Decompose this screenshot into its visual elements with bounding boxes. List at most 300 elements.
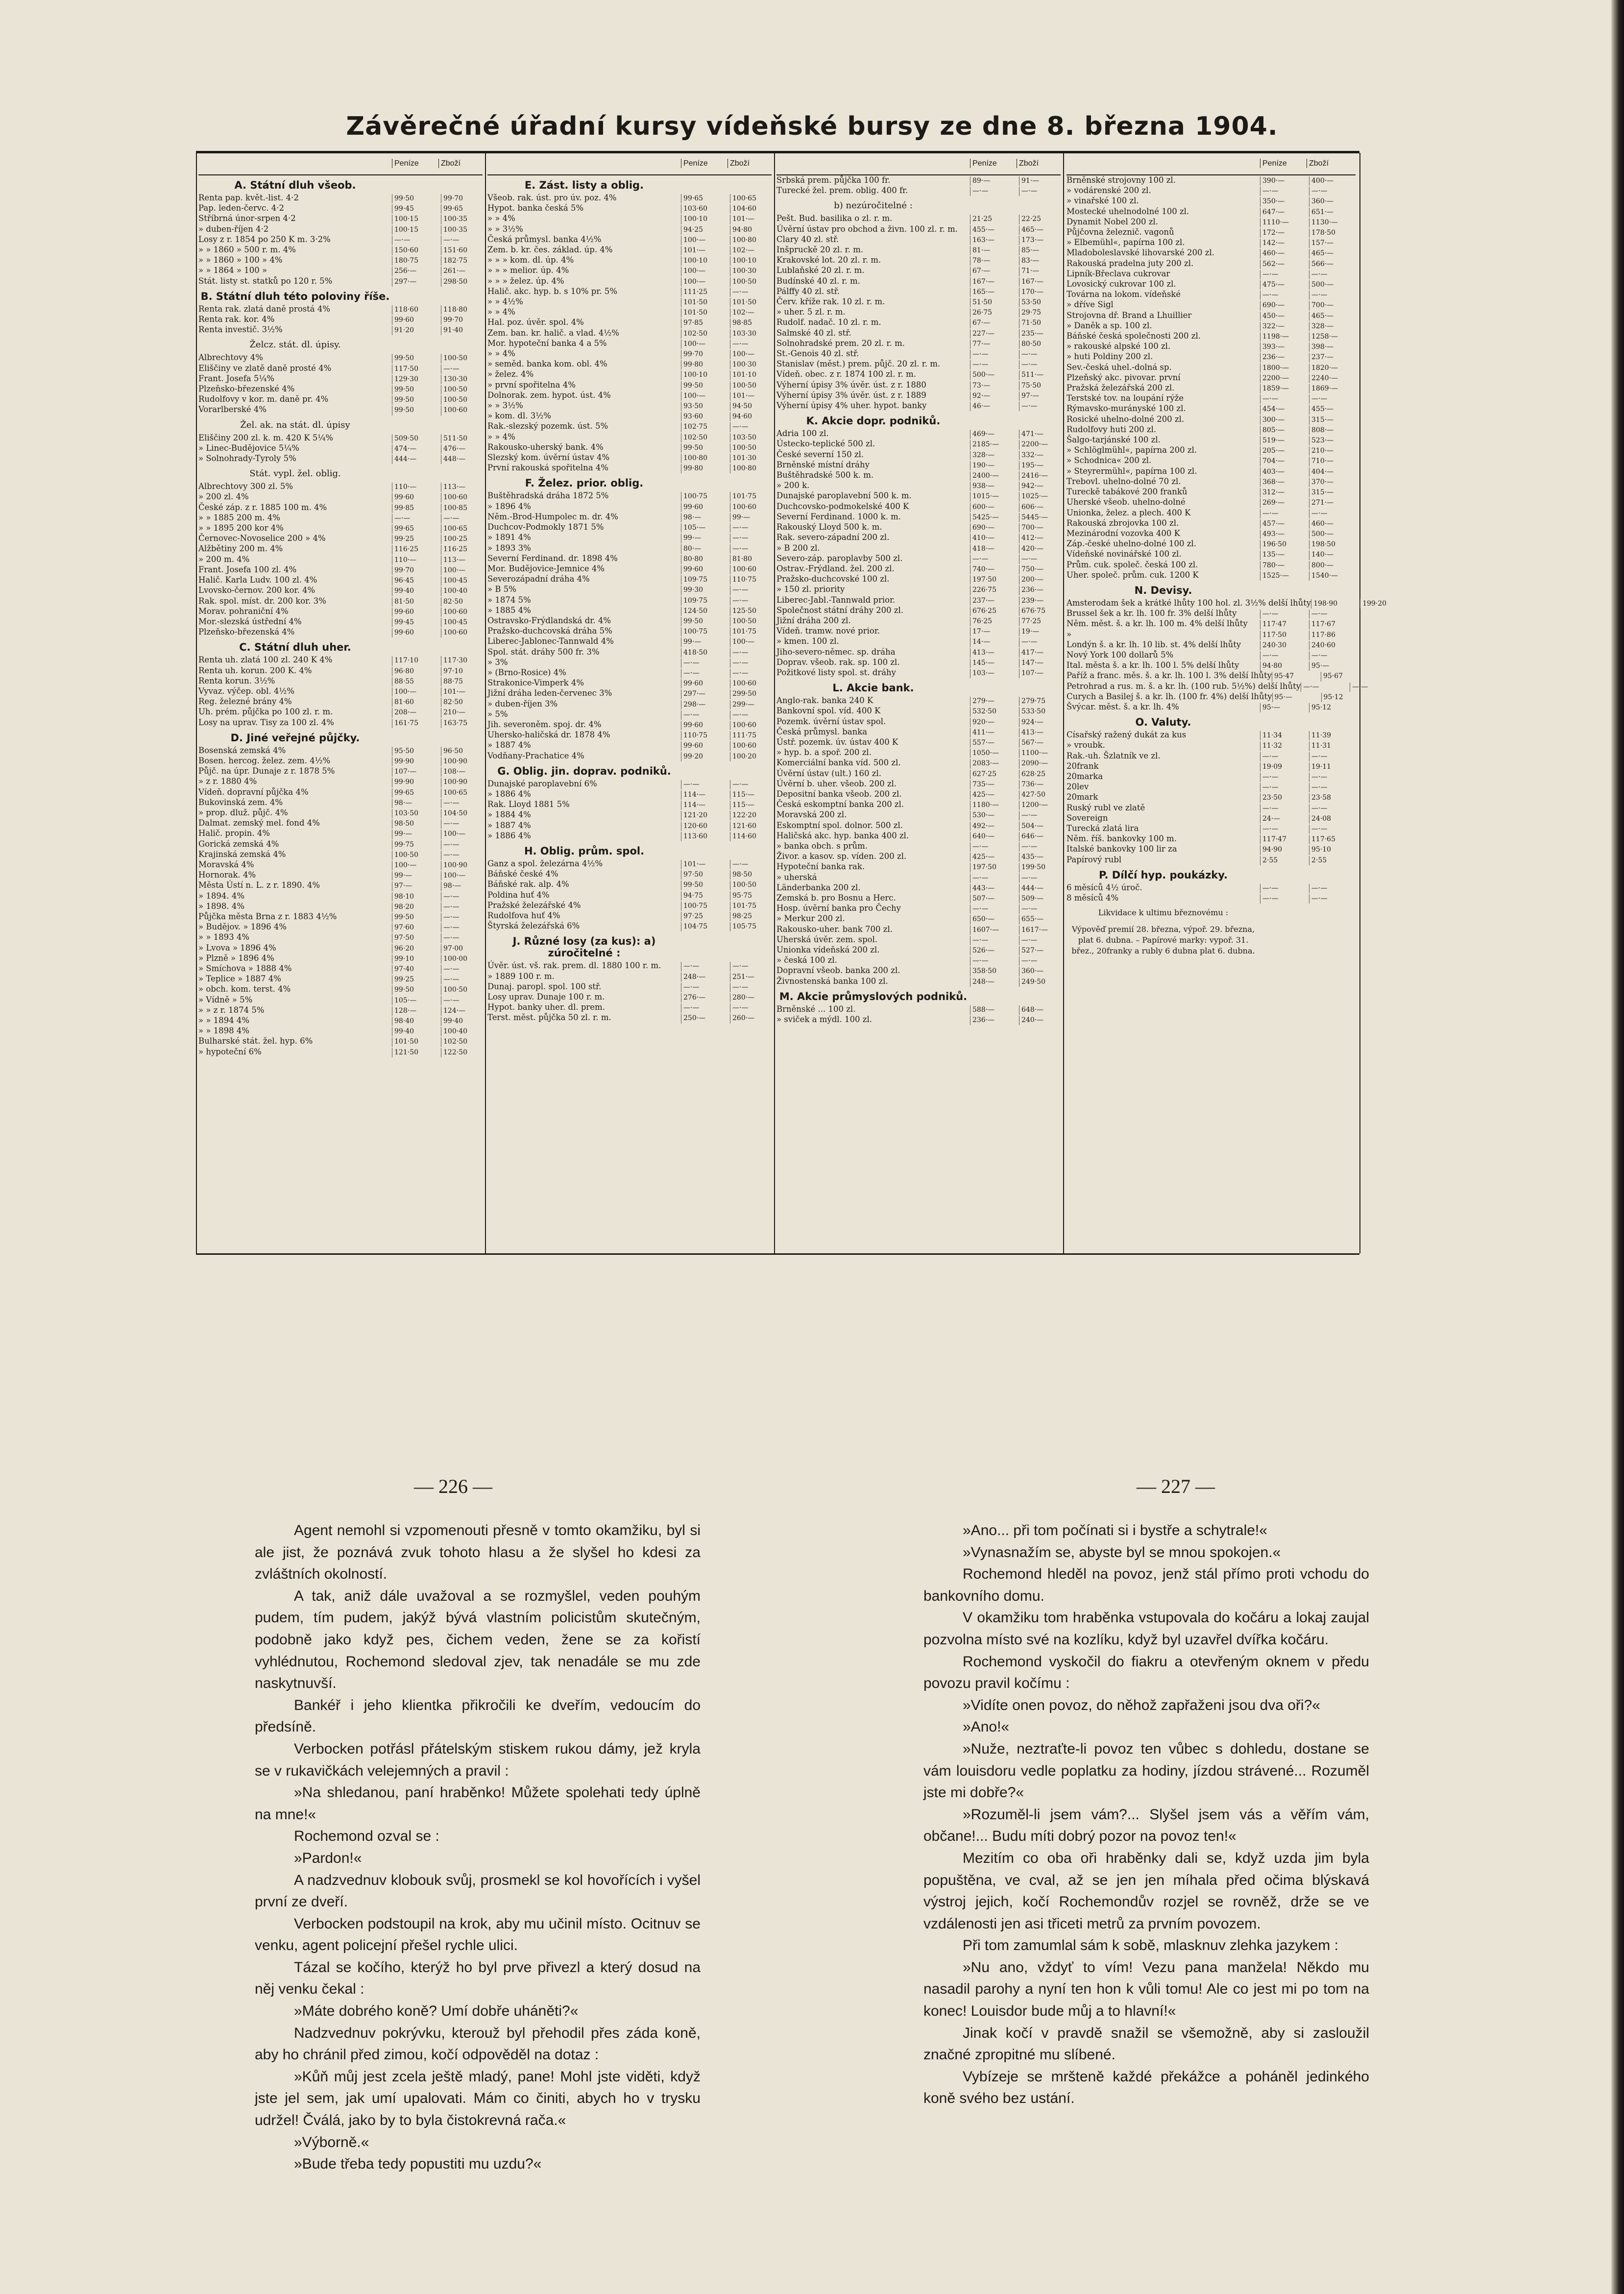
security-name: Stát. listy st. statků po 120 r. 5%	[198, 276, 333, 286]
money-price: 145·—	[970, 659, 1019, 668]
goods-price: —·—	[1309, 651, 1351, 660]
goods-price: 210·—	[1309, 446, 1351, 456]
price-row	[198, 374, 483, 384]
security-name: » » 1893 4%	[198, 932, 250, 942]
security-name: » z r. 1880 4%	[198, 777, 257, 786]
security-name: Dunajské paroplavební 6%	[487, 779, 597, 788]
security-name: » Daněk a sp. 100 zl.	[1067, 320, 1152, 330]
security-name: Vídeň. tramw. nové prior.	[776, 626, 880, 636]
goods-price: 500·—	[1309, 280, 1351, 290]
price-row	[198, 276, 483, 287]
column-divider	[774, 153, 775, 1253]
security-name: Ruský rubl ve zlatě	[1067, 803, 1145, 812]
security-name: Liberec-Jablonec-Tannwald 4%	[487, 636, 614, 646]
money-price: 469·—	[970, 430, 1019, 439]
money-price: 98·40	[392, 1017, 441, 1026]
goods-price: 511·50	[441, 434, 483, 443]
story-paragraph: A tak, aniž dále uvažoval a se rozmyšlel, veden pouhým pudem, tím pudem, jakýž bývá vlastním policistům skutečným, podobně jako když pes, čichem veden, žene se za kořistí vyhlédnutou, Rochemond sledoval zjev, tak nenadále se mu zde naskytnuvší.	[255, 1587, 701, 1692]
money-header: Peníze	[1260, 159, 1287, 168]
money-price: 100·—	[681, 277, 730, 287]
price-row	[776, 276, 1061, 287]
security-name: Trebovl. uhelno-dolné 70 zl.	[1067, 476, 1181, 486]
goods-price: 98·—	[441, 881, 483, 891]
security-name: 8 měsíců 4%	[1067, 893, 1119, 903]
goods-price: —·—	[441, 892, 483, 902]
price-row	[776, 758, 1061, 768]
price-row	[198, 193, 483, 203]
security-name: Duchcov-Podmokly 1871 5%	[487, 522, 604, 532]
story-paragraph: »Ano... při tom počínati si i bystře a schytrale!«	[963, 1522, 1267, 1538]
price-row	[776, 380, 1061, 390]
security-name: Uh. prém. půjčka po 100 zl. r. m.	[198, 707, 333, 717]
price-row	[1067, 259, 1356, 269]
price-row	[1067, 383, 1356, 393]
security-name: » 1887 4%	[487, 820, 531, 830]
price-row	[198, 565, 483, 575]
price-row	[776, 266, 1061, 276]
price-column-1	[198, 156, 483, 1252]
goods-header: Zboží	[1307, 159, 1329, 168]
price-row	[487, 564, 772, 574]
security-name: Rakousko-uherský bank. 4%	[487, 442, 604, 452]
goods-price: —·—	[441, 903, 483, 912]
security-name: 20frank	[1067, 761, 1099, 771]
money-price: 101·50	[681, 308, 730, 317]
money-price: —·—	[970, 187, 1019, 196]
price-row	[198, 224, 483, 235]
price-row	[776, 307, 1061, 317]
security-name: » » 1894 4%	[198, 1016, 250, 1025]
money-price: —·—	[970, 956, 1019, 966]
money-price: 95·—	[1260, 703, 1309, 712]
security-name: Lvovsko-černov. 200 kor. 4%	[198, 586, 315, 595]
price-row	[1067, 549, 1356, 560]
goods-price: 566·—	[1309, 260, 1351, 269]
section-heading: M. Akcie průmyslových podniků.	[779, 990, 968, 1002]
security-name: Sovereign	[1067, 813, 1108, 823]
security-name: Jižní dráha leden-červenec 3%	[487, 688, 612, 698]
goods-price: —·—	[1309, 270, 1351, 279]
goods-price: 465·—	[1309, 312, 1351, 321]
goods-price: 104·50	[441, 809, 483, 818]
goods-price: 94·50	[730, 402, 772, 411]
price-row	[487, 606, 772, 616]
security-name: Hypoteční banka rak.	[776, 862, 865, 872]
money-price: 100·80	[681, 454, 730, 463]
money-price: 99·65	[392, 524, 441, 534]
goods-price: 710·—	[1309, 457, 1351, 466]
security-name: Úvěrní ústav (ult.) 160 zl.	[776, 768, 882, 778]
money-price: —·—	[1260, 783, 1309, 792]
price-row	[776, 369, 1061, 380]
price-row	[198, 394, 483, 405]
security-name: Dalmat. zemský mel. fond 4%	[198, 818, 320, 828]
money-price: —·—	[681, 962, 730, 971]
money-price: 93·60	[681, 412, 730, 421]
story-paragraph: »Na shledanou, paní hraběnko! Můžete spolehati tedy úplně na mne!«	[255, 1784, 701, 1823]
goods-price: —·—	[730, 596, 772, 606]
goods-price: 100·65	[730, 194, 772, 203]
security-name: Pozemk. úvěrní ústav spol.	[776, 716, 886, 726]
security-name: Halič. Karla Ludv. 100 zl. 4%	[198, 575, 317, 585]
security-name: » dříve Sigl	[1067, 300, 1114, 310]
price-row	[1067, 331, 1356, 342]
security-name: Mladoboleslavské lihovarské 200 zl.	[1067, 248, 1215, 258]
goods-header: Zboží	[438, 159, 461, 168]
security-name: Sev.-česká uhel.-dolná sp.	[1067, 362, 1172, 372]
security-name: » Teplice » 1887 4%	[198, 974, 281, 984]
goods-price: 124·—	[441, 1006, 483, 1016]
money-price: 121·50	[392, 1048, 441, 1057]
price-row	[487, 203, 772, 214]
goods-price: 110·75	[730, 575, 772, 585]
goods-price: 96·50	[441, 747, 483, 756]
price-row	[1067, 217, 1356, 227]
goods-price: 98·50	[730, 870, 772, 879]
price-row	[198, 534, 483, 544]
security-name: Brněnské ... 100 zl.	[776, 1004, 856, 1014]
price-row	[198, 777, 483, 787]
security-name: Paříž a franc. měs. š. a kr. lh. 100 l. 3% delší lhůty	[1067, 671, 1272, 681]
goods-price: 82·50	[441, 698, 483, 707]
goods-price: 75·50	[1019, 381, 1061, 390]
price-row	[1067, 824, 1356, 834]
security-name: » Schlöglmühl«, papírna 200 zl.	[1067, 445, 1197, 455]
money-price: 690·—	[1260, 301, 1309, 310]
story-paragraph: »Bude třeba tedy popustiti mu uzdu?«	[294, 2156, 542, 2172]
goods-price: 444·—	[1019, 884, 1061, 893]
security-name: » hyp. b. a spoř. 200 zl.	[776, 748, 872, 757]
price-row	[1067, 598, 1387, 609]
goods-price: 100·10	[730, 256, 772, 266]
money-price: 368·—	[1260, 478, 1309, 487]
price-row	[487, 512, 772, 522]
price-row	[1067, 844, 1356, 854]
money-price: 96·45	[392, 576, 441, 586]
money-price: 276·—	[681, 993, 730, 1002]
price-row	[1067, 508, 1356, 518]
price-row	[487, 317, 772, 328]
money-price: 99·75	[392, 840, 441, 850]
price-row	[776, 401, 1061, 411]
price-row	[776, 450, 1061, 460]
money-price: 208·—	[392, 708, 441, 717]
money-price: 97·40	[392, 965, 441, 974]
section-heading: K. Akcie dopr. podniků.	[806, 415, 941, 427]
goods-price: 83·—	[1019, 256, 1061, 266]
money-price: 116·25	[392, 545, 441, 554]
goods-price: —·—	[730, 340, 772, 349]
goods-price: 98·25	[730, 912, 772, 921]
goods-price: 11·39	[1309, 731, 1351, 740]
goods-price: —·—	[1019, 402, 1061, 411]
price-row	[776, 390, 1061, 401]
security-name: Dynamit Nobel 200 zl.	[1067, 217, 1158, 226]
goods-price: 417·—	[1019, 648, 1061, 658]
goods-price: 1130·—	[1309, 218, 1351, 227]
money-price: 99·—	[392, 830, 441, 839]
security-name: » » 1895 200 kor 4%	[198, 523, 284, 533]
price-row	[776, 717, 1061, 727]
security-name: Clary 40 zl. stř.	[776, 234, 839, 244]
money-price: —·—	[1260, 187, 1309, 196]
security-name: Moravská 200 zl.	[776, 810, 847, 820]
goods-price: 103·50	[730, 433, 772, 442]
price-row	[198, 756, 483, 766]
security-name: Amsterodam šek a krátké lhůty 100 hol. zl. 3½% delší lhůty	[1067, 598, 1311, 608]
goods-price: —·—	[730, 659, 772, 668]
money-price: 95·47	[1272, 672, 1321, 681]
goods-price: 249·50	[1019, 977, 1061, 987]
security-name: Bankovní spol. víd. 400 K	[776, 706, 881, 716]
money-price: 474·—	[392, 444, 441, 454]
goods-price: 115·—	[730, 790, 772, 800]
money-price: 298·—	[681, 700, 730, 709]
goods-price: 23·58	[1309, 793, 1351, 803]
security-name: » Budějov. » 1896 4%	[198, 922, 287, 932]
goods-price: 1258·—	[1309, 332, 1351, 342]
security-name: Nový York 100 dollarů 5%	[1067, 650, 1174, 659]
money-price: 1198·—	[1260, 332, 1309, 342]
price-row	[198, 850, 483, 860]
price-row	[776, 883, 1061, 893]
goods-header: Zboží	[727, 159, 750, 168]
price-row	[487, 390, 772, 401]
money-header: Peníze	[970, 159, 997, 168]
money-price: 102·50	[681, 329, 730, 339]
price-row	[1067, 311, 1356, 321]
goods-price: 113·—	[441, 483, 483, 492]
money-price: 19·09	[1260, 762, 1309, 772]
security-name: Rak.-slezský pozemk. úst. 5%	[487, 421, 608, 431]
money-price: 99·50	[681, 617, 730, 626]
money-price: 740·—	[970, 565, 1019, 574]
goods-price: —·—	[1019, 904, 1061, 914]
goods-price: 315·—	[1309, 488, 1351, 497]
price-row	[487, 982, 772, 992]
money-price: 99·10	[392, 954, 441, 964]
security-name: 20marka	[1067, 771, 1103, 781]
goods-price: 100·40	[441, 1027, 483, 1036]
price-row	[198, 443, 483, 454]
security-name: »	[1067, 629, 1072, 639]
price-row	[1067, 660, 1356, 671]
security-name: Lublaňské 20 zl. r. m.	[776, 266, 865, 275]
goods-price: 100·60	[441, 628, 483, 637]
price-row	[198, 503, 483, 513]
security-name: Jižní dráha 200 zl.	[776, 615, 851, 625]
security-name: Ústř. pozemk. úv. ústav 400 K	[776, 737, 898, 747]
goods-price: 100·—	[441, 871, 483, 880]
story-paragraph: Agent nemohl si vzpomenouti přesně v tomto okamžiku, byl si ale jist, že poznává zvuk tohoto hlasu a že slyšel ho kdesi za zvláštních okolností.	[255, 1522, 701, 1583]
money-price: 358·50	[970, 967, 1019, 976]
column-header	[776, 156, 1061, 175]
security-name: » 1884 4%	[487, 810, 531, 820]
security-name: » » 4%	[487, 214, 515, 223]
security-name: Hosp. úvěrní banka pro Čechy	[776, 903, 901, 913]
money-price: 99·50	[681, 443, 730, 453]
money-price: 2185·—	[970, 440, 1019, 449]
price-row	[198, 266, 483, 276]
security-name: Buštěhradské 500 k. m.	[776, 470, 874, 480]
goods-price: —·—	[730, 1003, 772, 1013]
security-name: » Solnohrady-Tyroly 5%	[198, 454, 296, 464]
price-row	[198, 523, 483, 534]
security-name: Uherská úvěr. zem. spol.	[776, 934, 878, 944]
goods-price: —·—	[1019, 956, 1061, 966]
security-name: » 1896 4%	[487, 501, 531, 511]
security-name: Unionka vídeňská 200 zl.	[776, 945, 880, 955]
price-row	[198, 860, 483, 870]
money-price: 99·60	[392, 628, 441, 637]
price-row	[487, 453, 772, 463]
story-paragraph: Verbocken podstoupil na krok, aby mu učinil místo. Ocitnuv se venku, agent policejní přešel rychle ulici.	[255, 1915, 701, 1954]
money-price: 100·15	[392, 215, 441, 224]
goods-price: 101·75	[730, 627, 772, 636]
security-name: Inšpruckě 20 zl. r. m.	[776, 245, 864, 255]
price-row	[776, 955, 1061, 966]
price-row	[1067, 681, 1368, 692]
price-row	[198, 870, 483, 880]
security-name: Černovec-Novoselice 200 » 4%	[198, 534, 326, 543]
goods-price: 655·—	[1019, 915, 1061, 924]
column-divider	[1359, 153, 1360, 1253]
security-name: Vyvaz. výčep. obl. 4½%	[198, 686, 295, 696]
security-name: Báňské české 4%	[487, 869, 558, 879]
money-price: 640·—	[970, 832, 1019, 841]
price-row	[198, 482, 483, 492]
goods-price: 97·—	[1019, 391, 1061, 401]
goods-price: 101·—	[730, 391, 772, 401]
page-number-left: — 226 —	[414, 1475, 492, 1497]
security-name: Plzeňský akc. pivovar. první	[1067, 372, 1181, 382]
price-row	[198, 839, 483, 850]
money-price: 121·20	[681, 811, 730, 820]
money-price: 11·32	[1260, 741, 1309, 751]
money-price: 557·—	[970, 738, 1019, 748]
security-name: Česká eskomptní banka 200 zl.	[776, 800, 904, 809]
money-price: 97·85	[681, 318, 730, 328]
price-row	[1067, 619, 1356, 629]
goods-price: 100·—	[441, 830, 483, 839]
security-name: » Linec-Budějovice 5¼%	[198, 443, 299, 453]
goods-price: 22·25	[1019, 215, 1061, 224]
money-price: 161·75	[392, 719, 441, 728]
goods-price: 800·—	[1309, 561, 1351, 570]
price-row	[776, 245, 1061, 255]
goods-price: 199·50	[1019, 863, 1061, 872]
goods-price: —·—	[1350, 683, 1391, 692]
price-row	[487, 522, 772, 533]
price-row	[487, 699, 772, 709]
money-price: 105·—	[681, 523, 730, 533]
security-name: » » » melior. úp. 4%	[487, 266, 569, 275]
money-price: 96·20	[392, 944, 441, 953]
money-price: —·—	[970, 904, 1019, 914]
price-row	[487, 491, 772, 501]
price-row	[487, 730, 772, 740]
goods-price: 239·—	[1019, 596, 1061, 606]
money-price: 390·—	[1260, 176, 1309, 186]
goods-price: 360·—	[1309, 197, 1351, 206]
price-row	[1067, 342, 1356, 352]
price-row	[1067, 529, 1356, 539]
goods-price: 100·90	[441, 757, 483, 766]
goods-price: 527·—	[1019, 946, 1061, 955]
money-price: 588·—	[970, 1005, 1019, 1015]
security-name: Moravská 4%	[198, 859, 254, 869]
price-row	[487, 369, 772, 380]
goods-price: 398·—	[1309, 342, 1351, 352]
security-name: St.-Genois 40 zl. stř.	[776, 349, 859, 359]
goods-price: 100·30	[730, 360, 772, 369]
price-row	[487, 401, 772, 411]
money-price: 99·60	[681, 503, 730, 512]
story-paragraph: Vybízeje se mršteně každé překážce a poháněl jedinkého koně svého bez ustání.	[923, 2068, 1369, 2107]
money-price: 99·45	[392, 204, 441, 214]
money-price: 2·55	[1260, 856, 1309, 865]
story-paragraph: »Máte dobrého koně? Umí dobře uháněti?«	[294, 2003, 579, 2020]
money-price: —·—	[1260, 291, 1309, 300]
price-row	[198, 555, 483, 565]
price-row	[1067, 893, 1356, 903]
money-price: 26·75	[970, 308, 1019, 317]
price-row	[776, 287, 1061, 297]
money-price: 102·50	[681, 433, 730, 442]
money-price: 99·45	[392, 618, 441, 627]
price-row	[198, 891, 483, 902]
price-row	[198, 880, 483, 891]
price-row	[198, 829, 483, 839]
security-name: » » » kom. dl. úp. 4%	[487, 255, 574, 265]
money-price: 101·—	[681, 246, 730, 255]
money-price: 99·40	[392, 586, 441, 596]
story-paragraph: Verbocken potřásl přátelským stiskem rukou dámy, jež kryla se v rukavičkách velejemných a pravil :	[255, 1740, 701, 1779]
money-price: 97·60	[392, 923, 441, 932]
security-name: Mezinárodní vozovka 400 K	[1067, 528, 1180, 538]
price-row	[1067, 640, 1356, 650]
price-row	[198, 655, 483, 665]
goods-price: —·—	[730, 983, 772, 992]
goods-price: 100·50	[730, 443, 772, 453]
price-row	[776, 595, 1061, 606]
section-heading: A. Státní dluh všeob.	[234, 179, 356, 191]
security-name: Bulharské stát. žel. hyp. 6%	[198, 1036, 313, 1046]
price-row	[776, 554, 1061, 564]
goods-price: 117·67	[1309, 620, 1351, 629]
goods-price: 1200·—	[1019, 801, 1061, 810]
security-name: » kom. dl. 3½%	[487, 411, 551, 421]
security-name: Albrechtovy 4%	[198, 353, 263, 363]
security-name: Londýn š. a kr. lh. 10 lib. st. 4% delší lhůty	[1067, 639, 1241, 649]
price-row	[487, 678, 772, 688]
money-price: 454·—	[1260, 405, 1309, 414]
money-price: 322·—	[1260, 322, 1309, 331]
goods-price: 1617·—	[1019, 926, 1061, 935]
price-row	[776, 470, 1061, 481]
goods-price: 100·00	[441, 954, 483, 964]
security-name: Něm.-Brod-Humpolec m. dr. 4%	[487, 512, 618, 521]
security-name: » Vídně » 5%	[198, 995, 253, 1004]
money-price: 519·—	[1260, 436, 1309, 445]
security-name: Tureckě tabákové 200 franků	[1067, 487, 1188, 497]
security-name: Rak. severo-západní 200 zl.	[776, 533, 890, 542]
money-price: 103·—	[970, 669, 1019, 678]
security-name: Krakovské lot. 20 zl. r. m.	[776, 255, 881, 265]
security-name: České severní 150 zl.	[776, 449, 864, 459]
money-price: 113·60	[681, 832, 730, 841]
story-paragraph: »Vynasnažím se, abyste byl se mnou spokojen.«	[963, 1544, 1281, 1561]
